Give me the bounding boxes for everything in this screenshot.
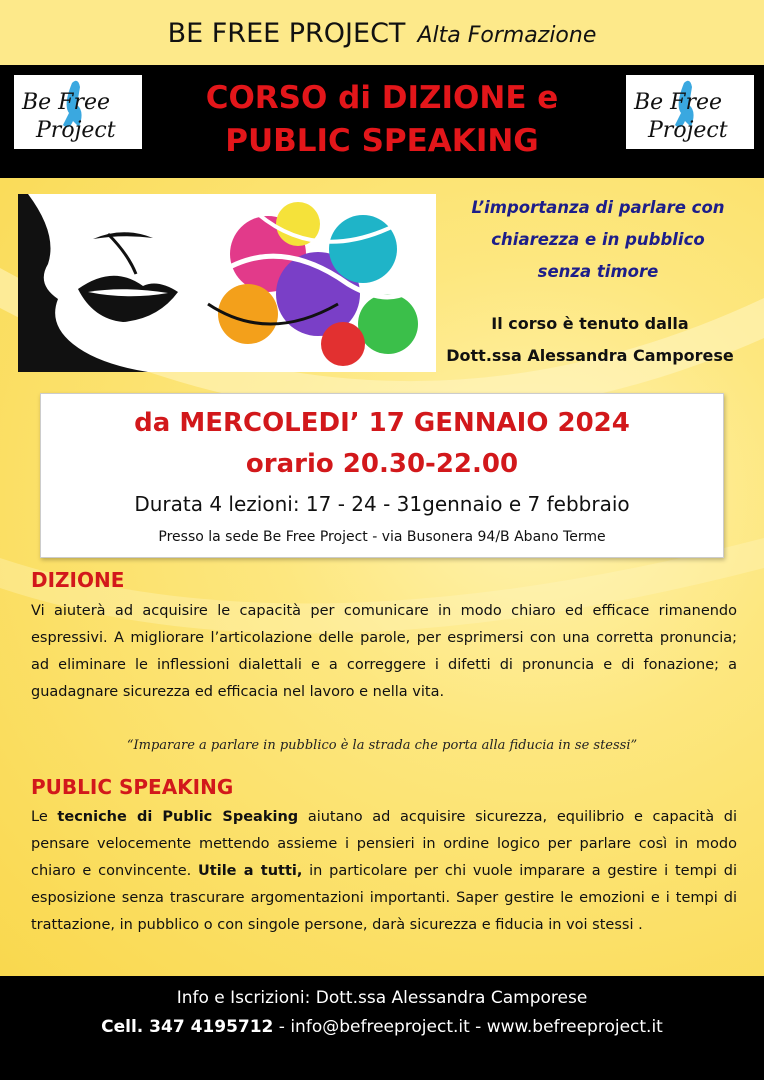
course-title-line1: CORSO di DIZIONE e	[205, 80, 559, 116]
ps-text-c: aiutano ad acquisire sicurezza, equilibrio e capacità di pensare velocemente mettendo assieme i pensieri in ordine logico per parlare così in modo chiaro e convincente.	[31, 809, 737, 879]
public-speaking-text	[31, 804, 737, 939]
time-range: orario 20.30-22.00	[245, 449, 519, 479]
dizione-title: DIZIONE	[31, 568, 125, 592]
svg-text:Be Free: Be Free	[22, 90, 110, 115]
svg-text:Project: Project	[648, 118, 728, 143]
footer-email-web: - info@befreeproject.it - www.befreeproject.it	[273, 1017, 663, 1037]
start-date: da MERCOLEDI’ 17 GENNAIO 2024	[134, 408, 630, 438]
course-title	[150, 77, 614, 163]
tagline-line1: L’importanza di parlare con	[471, 198, 725, 217]
top-strip	[0, 0, 764, 65]
tagline-line2: chiarezza e in pubblico	[491, 230, 705, 249]
duration: Durata 4 lezioni: 17 - 24 - 31gennaio e 7 febbraio	[134, 492, 630, 516]
header-band	[0, 65, 764, 178]
logo-icon	[14, 75, 142, 149]
footer-phone: Cell. 347 4195712	[101, 1017, 274, 1037]
teacher-name: Dott.ssa Alessandra Camporese	[446, 346, 734, 365]
svg-text:Be Free: Be Free	[634, 90, 722, 115]
org-name: BE FREE PROJECT	[167, 18, 406, 49]
ps-text-a: Le	[31, 809, 58, 825]
footer-contacts	[0, 1017, 764, 1037]
logo-icon	[626, 75, 754, 149]
venue: Presso la sede Be Free Project - via Busonera 94/B Abano Terme	[158, 529, 606, 545]
ps-text-highlight: tecniche di Public Speaking	[57, 809, 299, 825]
org-subtitle: Alta Formazione	[417, 23, 597, 48]
dizione-text: Vi aiuterà ad acquisire le capacità per comunicare in modo chiaro ed efficace rimanendo espressivi. A migliorare l’articolazione delle parole, per esprimersi con una corretta pronuncia; ad eliminare le inflessioni dialettali e a correggere i difetti di pronuncia e di fonazione; a guadagnare sicurezza ed efficacia nel lavoro e nella vita.	[31, 603, 737, 700]
logo-right	[626, 75, 754, 149]
teacher-line1: Il corso è tenuto dalla	[491, 314, 689, 333]
svg-text:Project: Project	[36, 118, 116, 143]
course-title-line2: PUBLIC SPEAKING	[225, 123, 539, 159]
ps-text-highlight-2: Utile a tutti,	[198, 863, 303, 879]
tagline-line3: senza timore	[537, 262, 659, 281]
footer-info: Info e Iscrizioni: Dott.ssa Alessandra Camporese	[176, 988, 588, 1008]
ps-text-e: in particolare per chi vuole imparare a gestire i tempi di esposizione senza trascurare argomentazioni importanti. Saper gestire le emozioni e i tempi di trattazione, in pubblico o con singole persone, darà sicurezza e fiducia in voi stessi .	[31, 863, 737, 933]
public-speaking-title: PUBLIC SPEAKING	[31, 775, 234, 799]
yellow-body	[0, 178, 764, 976]
tagline	[448, 192, 748, 288]
hero-face-illustration	[18, 194, 436, 372]
teacher-info	[420, 308, 760, 372]
face-illustration-icon	[18, 194, 436, 372]
quote: “Imparare a parlare in pubblico è la strada che porta alla fiducia in se stessi”	[126, 738, 638, 753]
footer	[0, 976, 764, 1080]
schedule-box	[40, 393, 724, 558]
org-title	[0, 18, 764, 49]
logo-left	[14, 75, 142, 149]
